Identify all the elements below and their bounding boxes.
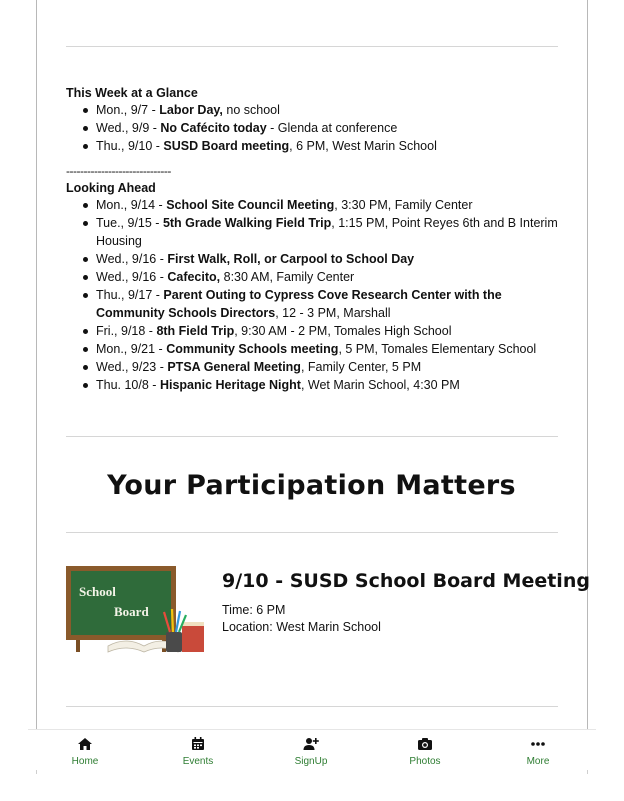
event-time: Time: 6 PM — [222, 603, 286, 617]
nav-photos[interactable] — [380, 736, 470, 767]
list-item: Wed., 9/23 - PTSA General Meeting, Family Center, 5 PM — [66, 358, 558, 376]
divider — [66, 436, 558, 437]
event-location: Location: West Marin School — [222, 620, 381, 634]
glance-list — [66, 101, 558, 155]
list-item: Wed., 9/16 - First Walk, Roll, or Carpool to School Day — [66, 250, 558, 268]
add-user-icon — [303, 736, 319, 752]
bottom-nav — [28, 729, 596, 801]
list-item: Thu., 9/17 - Parent Outing to Cypress Cove Research Center with the Community Schools Directors, 12 - 3 PM, Marshall — [66, 286, 558, 322]
ahead-list — [66, 196, 558, 394]
nav-signup[interactable] — [266, 736, 356, 767]
divider — [66, 532, 558, 533]
list-item: Thu. 10/8 - Hispanic Heritage Night, Wet Marin School, 4:30 PM — [66, 376, 558, 394]
list-item: Mon., 9/14 - School Site Council Meeting, 3:30 PM, Family Center — [66, 196, 558, 214]
more-dots-icon — [530, 736, 546, 752]
school-board-image — [66, 566, 206, 656]
camera-icon — [417, 736, 433, 752]
nav-label: Home — [71, 756, 99, 767]
divider — [66, 46, 558, 47]
participation-heading: Your Participation Matters — [107, 470, 516, 501]
nav-label: Photos — [409, 756, 441, 767]
glance-title: This Week at a Glance — [66, 86, 198, 100]
list-item: Fri., 9/18 - 8th Field Trip, 9:30 AM - 2 PM, Tomales High School — [66, 322, 558, 340]
calendar-icon — [190, 736, 206, 752]
chalkboard-text-line1: School — [79, 584, 116, 599]
ahead-title: Looking Ahead — [66, 181, 156, 195]
page-border-right — [587, 770, 588, 774]
separator: ------------------------------ — [66, 164, 171, 178]
chalkboard-text-line2: Board — [114, 604, 149, 619]
list-item: Tue., 9/15 - 5th Grade Walking Field Trip, 1:15 PM, Point Reyes 6th and B Interim Housing — [66, 214, 558, 250]
nav-home[interactable] — [40, 736, 130, 767]
event-card-title[interactable]: 9/10 - SUSD School Board Meeting — [222, 570, 590, 592]
list-item: Mon., 9/7 - Labor Day, no school — [66, 101, 558, 119]
page-border-left — [36, 770, 37, 774]
nav-events[interactable] — [153, 736, 243, 767]
home-icon — [77, 736, 93, 752]
list-item: Wed., 9/9 - No Cafécito today - Glenda at conference — [66, 119, 558, 137]
nav-label: SignUp — [294, 756, 328, 767]
list-item: Mon., 9/21 - Community Schools meeting, 5 PM, Tomales Elementary School — [66, 340, 558, 358]
nav-more[interactable] — [493, 736, 583, 767]
nav-label: More — [526, 756, 550, 767]
divider — [66, 706, 558, 707]
page-border-left — [36, 0, 37, 730]
list-item: Thu., 9/10 - SUSD Board meeting, 6 PM, West Marin School — [66, 137, 558, 155]
nav-label: Events — [182, 756, 214, 767]
list-item: Wed., 9/16 - Cafecito, 8:30 AM, Family Center — [66, 268, 558, 286]
page-border-right — [587, 0, 588, 730]
